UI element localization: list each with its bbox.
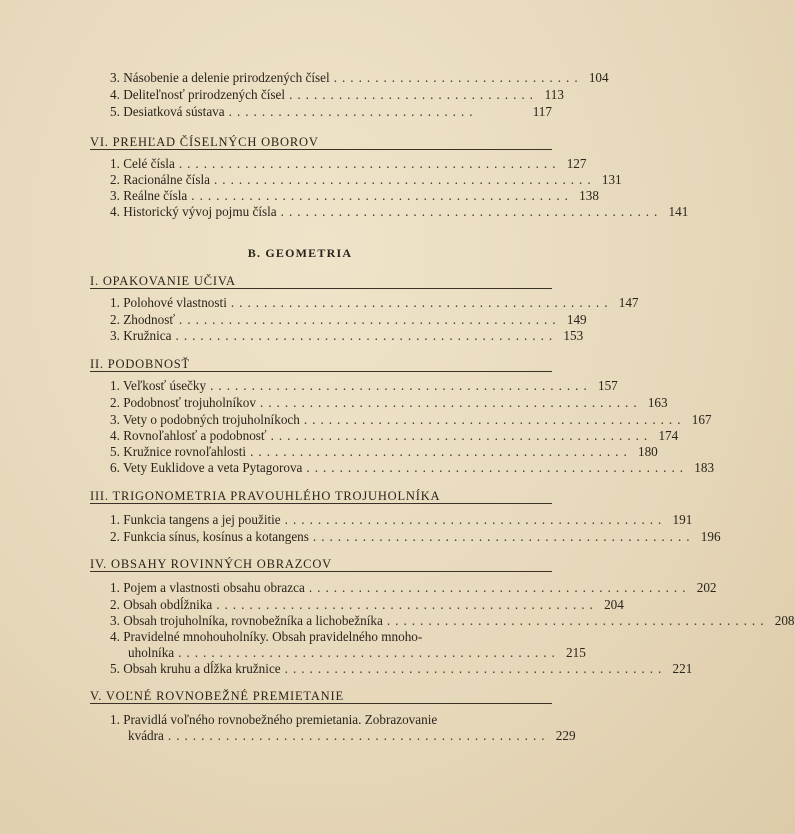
leader-dots: .............................................. (270, 428, 653, 443)
entry-page: 147 (618, 295, 639, 310)
entry-page: 131 (601, 172, 622, 187)
entry-page: 204 (604, 597, 624, 612)
leader-dots: .............................................. (175, 328, 558, 343)
toc-entry (110, 172, 622, 188)
entry-title: 3. Kružnica (110, 328, 172, 343)
toc-entry (110, 444, 658, 460)
entry-title-continued: uholníka (128, 645, 175, 660)
leader-dots: .............................. (333, 70, 583, 85)
entry-page: 141 (668, 204, 689, 219)
section-divider (90, 703, 552, 704)
part-title: B. GEOMETRIA (247, 246, 353, 260)
leader-dots: .............................................. (230, 295, 613, 310)
toc-entry (110, 378, 618, 394)
toc-entry (110, 580, 717, 596)
toc-entry (110, 156, 587, 172)
entry-page: 202 (696, 580, 717, 595)
entry-title: 5. Desiatková sústava (110, 104, 225, 119)
section-divider (90, 288, 552, 289)
entry-page: 174 (658, 428, 679, 443)
section-title: VI. PREHĽAD ČÍSELNÝCH OBOROV (90, 135, 319, 149)
entry-title: 2. Obsah obdĺžnika (110, 597, 213, 612)
entry-page: 138 (579, 188, 599, 203)
entry-title: 1. Pojem a vlastnosti obsahu obrazca (110, 580, 305, 595)
section-divider (90, 149, 552, 150)
leader-dots: .............................. (289, 87, 538, 102)
toc-entry (110, 188, 599, 204)
toc-entry (110, 395, 668, 411)
leader-dots: .............................. (228, 104, 478, 119)
entry-title: 1. Funkcia tangens a jej použitie (110, 512, 281, 527)
entry-title: 3. Obsah trojuholníka, rovnobežníka a lichobežníka (110, 613, 383, 628)
toc-entry (110, 204, 689, 220)
entry-title: 4. Deliteľnosť prirodzených čísel (110, 87, 286, 102)
toc-entry (110, 428, 679, 444)
entry-title: 4. Historický vývoj pojmu čísla (110, 204, 277, 219)
entry-title: 2. Zhodnosť (110, 312, 175, 327)
entry-title: 2. Funkcia sínus, kosínus a kotangens (110, 529, 309, 544)
toc-entry (110, 70, 609, 86)
toc-entry (110, 295, 639, 311)
entry-title: 1. Veľkosť úsečky (110, 378, 207, 393)
toc-entry (110, 328, 584, 344)
toc-entry (110, 629, 586, 661)
entry-page: 229 (555, 728, 576, 743)
section-title: I. OPAKOVANIE UČIVA (90, 274, 236, 288)
leader-dots: .............................................. (284, 661, 667, 676)
toc-entry (110, 312, 587, 328)
section-title: III. TRIGONOMETRIA PRAVOUHLÉHO TROJUHOLNÍKA (90, 489, 441, 503)
entry-page: 208 (774, 613, 795, 628)
leader-dots: .............................................. (178, 156, 561, 171)
entry-title-continued: kvádra (128, 728, 164, 743)
entry-title: 1. Pravidlá voľného rovnobežného premietania. Zobrazovanie (110, 712, 438, 727)
entry-title: 2. Racionálne čísla (110, 172, 210, 187)
leader-dots: .............................................. (213, 172, 596, 187)
leader-dots: .............................................. (250, 444, 632, 459)
entry-page: 191 (672, 512, 693, 527)
entry-title: 3. Vety o podobných trojuholníkoch (110, 412, 300, 427)
entry-page: 104 (588, 70, 609, 85)
section-divider (90, 371, 552, 372)
entry-page: 153 (563, 328, 584, 343)
entry-page: 180 (637, 444, 658, 459)
leader-dots: .............................................. (308, 580, 691, 595)
leader-dots: .............................................. (210, 378, 592, 393)
leader-dots: .............................................. (386, 613, 769, 628)
entry-title: 5. Obsah kruhu a dĺžka kružnice (110, 661, 281, 676)
entry-page: 149 (566, 312, 587, 327)
toc-entry (110, 597, 624, 613)
entry-page: 113 (544, 87, 564, 102)
section-title: V. VOĽNÉ ROVNOBEŽNÉ PREMIETANIE (90, 689, 344, 703)
entry-page: 127 (566, 156, 587, 171)
entry-title: 1. Polohové vlastnosti (110, 295, 227, 310)
toc-entry (110, 512, 693, 528)
toc-entry (110, 412, 712, 428)
entry-title: 3. Reálne čísla (110, 188, 188, 203)
leader-dots: .............................................. (303, 412, 686, 427)
toc-entry (110, 712, 576, 744)
entry-title: 6. Vety Euklidove a veta Pytagorova (110, 460, 303, 475)
section-title: II. PODOBNOSŤ (90, 357, 190, 371)
leader-dots: .............................................. (178, 312, 561, 327)
section-title: IV. OBSAHY ROVINNÝCH OBRAZCOV (90, 557, 332, 571)
toc-entry (110, 661, 693, 677)
leader-dots: .............................................. (284, 512, 667, 527)
toc-entry (110, 529, 721, 545)
entry-page: 196 (700, 529, 721, 544)
entry-page: 157 (597, 378, 618, 393)
entry-page: 167 (691, 412, 712, 427)
entry-title: 2. Podobnosť trojuholníkov (110, 395, 256, 410)
entry-title: 5. Kružnice rovnoľahlosti (110, 444, 247, 459)
entry-title: 3. Násobenie a delenie prirodzených čísel (110, 70, 330, 85)
entry-page: 215 (566, 645, 586, 660)
entry-title: 4. Pravidelné mnohouholníky. Obsah pravidelného mnoho- (110, 629, 423, 644)
leader-dots: .............................................. (280, 204, 663, 219)
toc-entry (110, 104, 552, 120)
entry-page: 183 (694, 460, 715, 475)
leader-dots: .............................................. (216, 597, 598, 612)
leader-dots: .............................................. (167, 728, 550, 743)
leader-dots: .............................................. (259, 395, 642, 410)
section-divider (90, 571, 552, 572)
toc-entry (110, 460, 715, 476)
leader-dots: .............................................. (306, 460, 689, 475)
leader-dots: .............................................. (191, 188, 573, 203)
entry-page: 117 (532, 104, 552, 119)
section-divider (90, 503, 552, 504)
leader-dots: .............................................. (178, 645, 560, 660)
entry-page: 221 (672, 661, 693, 676)
toc-entry (110, 613, 795, 629)
entry-page: 163 (647, 395, 668, 410)
entry-title: 1. Celé čísla (110, 156, 175, 171)
entry-title: 4. Rovnoľahlosť a podobnosť (110, 428, 267, 443)
toc-entry (110, 87, 564, 103)
leader-dots: .............................................. (312, 529, 695, 544)
